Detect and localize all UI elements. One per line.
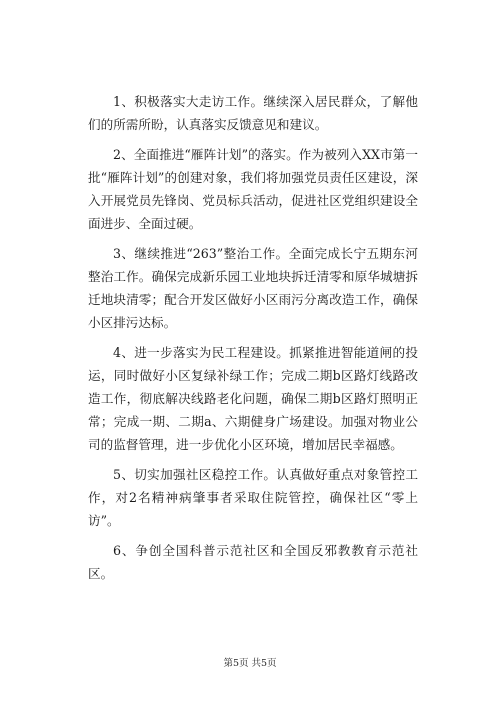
paragraph-1: 1、积极落实大走访工作。继续深入居民群众，了解他们的所需所盼，认真落实反馈意见和建议。 [88, 94, 418, 132]
paragraph-6: 6、争创全国科普示范社区和全国反邪教教育示范社区。 [88, 543, 418, 581]
document-body [88, 90, 418, 592]
paragraph-5: 5、切实加强社区稳控工作。认真做好重点对象管控工作，对2名精神病肇事者采取住院管控，确保社区“零上访”。 [88, 467, 418, 528]
paragraph-4: 4、进一步落实为民工程建设。抓紧推进智能道闸的投运，同时做好小区复绿补绿工作；完成二期b区路灯线路改造工作，彻底解决线路老化问题，确保二期b区路灯照明正常；完成一期、二期a、六期健身广场建设。加强对物业公司的监督管理，进一步优化小区环境，增加居民幸福感。 [88, 345, 418, 452]
paragraph-2: 2、全面推进“雁阵计划”的落实。作为被列入XX市第一批“雁阵计划”的创建对象，我们将加强党员责任区建设，深入开展党员先锋岗、党员标兵活动，促进社区党组织建设全面进步、全面过硬。 [88, 147, 418, 231]
page-number-footer: 第5页 共5页 [223, 658, 277, 669]
paragraph-3: 3、继续推进“263”整治工作。全面完成长宁五期东河整治工作。确保完成新乐园工业地块拆迁清零和原华城塘拆迁地块清零；配合开发区做好小区雨污分离改造工作，确保小区排污达标。 [88, 246, 418, 330]
